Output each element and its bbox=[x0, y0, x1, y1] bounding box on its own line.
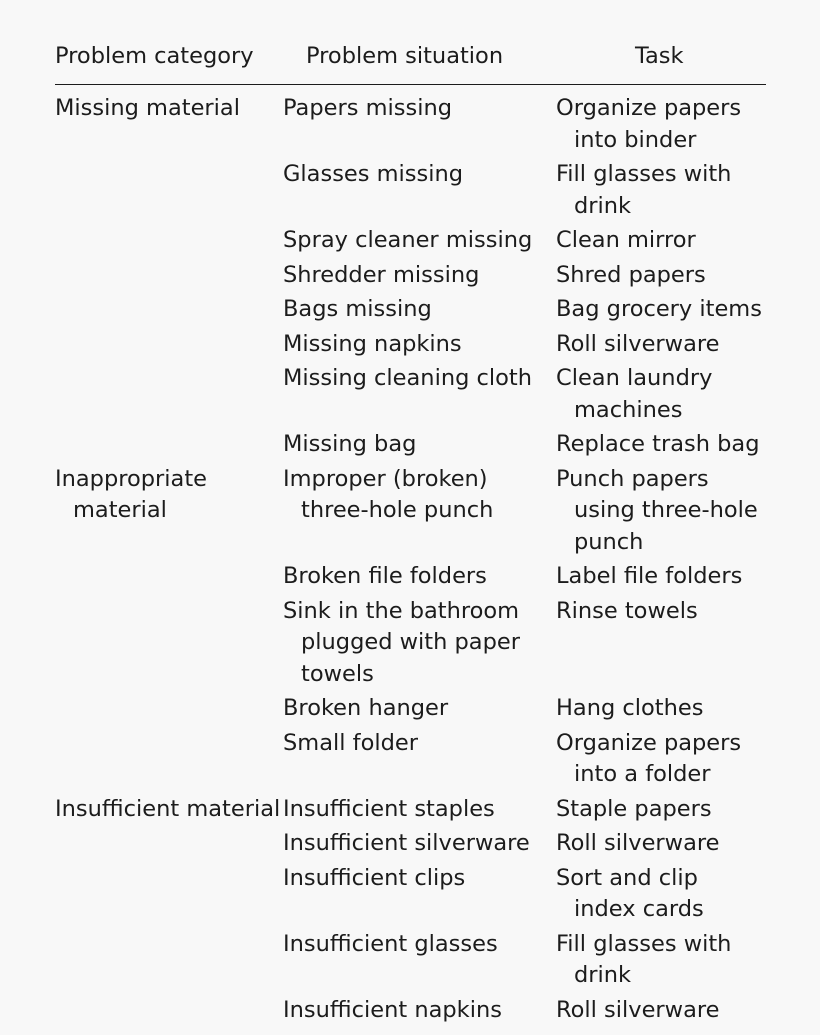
table-row bbox=[55, 329, 766, 361]
task-cell: Staple papers bbox=[556, 795, 712, 822]
table-row bbox=[55, 995, 766, 1027]
task-cell: Fill glasses with drink bbox=[556, 930, 732, 988]
table-row bbox=[55, 159, 766, 222]
task-cell: Organize papers into a folder bbox=[556, 729, 742, 787]
header-problem-situation: Problem situation bbox=[306, 43, 504, 69]
task-cell: Clean laundry machines bbox=[556, 365, 713, 423]
task-cell: Organize papers into binder bbox=[556, 95, 742, 153]
task-cell: Replace trash bag bbox=[556, 431, 760, 457]
table-body bbox=[55, 85, 766, 1026]
table-row bbox=[55, 429, 766, 461]
problem-situation-cell: Broken file folders bbox=[283, 563, 487, 589]
header-problem-category: Problem category bbox=[55, 43, 254, 69]
table-row bbox=[55, 294, 766, 326]
task-cell: Clean mirror bbox=[556, 227, 696, 253]
problem-situation-cell: Improper (broken) three-hole punch bbox=[283, 465, 494, 523]
task-cell: Roll silverware bbox=[556, 830, 720, 856]
task-cell: Roll silverware bbox=[556, 996, 720, 1023]
table-row bbox=[55, 464, 766, 559]
table-row bbox=[55, 93, 766, 156]
table-row bbox=[55, 561, 766, 593]
problem-situation-cell: Broken hanger bbox=[283, 695, 449, 721]
problem-category-cell: Insufficient material bbox=[55, 795, 281, 822]
problem-situation-cell: Missing cleaning cloth bbox=[283, 365, 532, 391]
problem-situation-cell: Papers missing bbox=[283, 95, 453, 121]
problem-situation-cell: Insufficient staples bbox=[283, 795, 495, 822]
problem-situation-cell: Missing bag bbox=[283, 431, 417, 457]
task-cell: Shred papers bbox=[556, 261, 706, 288]
problem-situation-cell: Insufficient napkins bbox=[283, 996, 502, 1023]
table-row bbox=[55, 828, 766, 860]
task-cell: Fill glasses with drink bbox=[556, 161, 732, 219]
task-cell: Bag grocery items bbox=[556, 296, 762, 322]
table-row bbox=[55, 225, 766, 257]
task-cell: Punch papers using three-hole punch bbox=[556, 465, 758, 555]
problem-task-table bbox=[55, 38, 766, 1026]
table-row bbox=[55, 363, 766, 426]
header-task: Task bbox=[635, 43, 684, 69]
problem-category-cell: Missing material bbox=[55, 95, 240, 121]
problem-situation-cell: Insufficient silverware bbox=[283, 830, 530, 856]
table-row bbox=[55, 794, 766, 826]
table-row bbox=[55, 693, 766, 725]
task-cell: Roll silverware bbox=[556, 330, 720, 357]
task-cell: Label file folders bbox=[556, 563, 743, 589]
problem-situation-cell: Insufficient glasses bbox=[283, 930, 498, 957]
problem-situation-cell: Sink in the bathroom plugged with paper towels bbox=[283, 597, 520, 687]
table-row bbox=[55, 728, 766, 791]
problem-situation-cell: Small folder bbox=[283, 729, 418, 756]
task-cell: Sort and clip index cards bbox=[556, 864, 704, 922]
table-header bbox=[55, 38, 766, 85]
table-row bbox=[55, 929, 766, 992]
problem-situation-cell: Insufficient clips bbox=[283, 864, 466, 891]
task-cell: Rinse towels bbox=[556, 597, 698, 624]
table-row bbox=[55, 596, 766, 691]
problem-situation-cell: Shredder missing bbox=[283, 261, 480, 288]
problem-situation-cell: Spray cleaner missing bbox=[283, 227, 533, 253]
problem-category-cell: Inappropriate material bbox=[55, 465, 208, 523]
task-cell: Hang clothes bbox=[556, 695, 704, 721]
problem-situation-cell: Glasses missing bbox=[283, 161, 464, 187]
problem-situation-cell: Bags missing bbox=[283, 296, 432, 322]
problem-situation-cell: Missing napkins bbox=[283, 330, 462, 357]
table-row bbox=[55, 863, 766, 926]
table-row bbox=[55, 260, 766, 292]
